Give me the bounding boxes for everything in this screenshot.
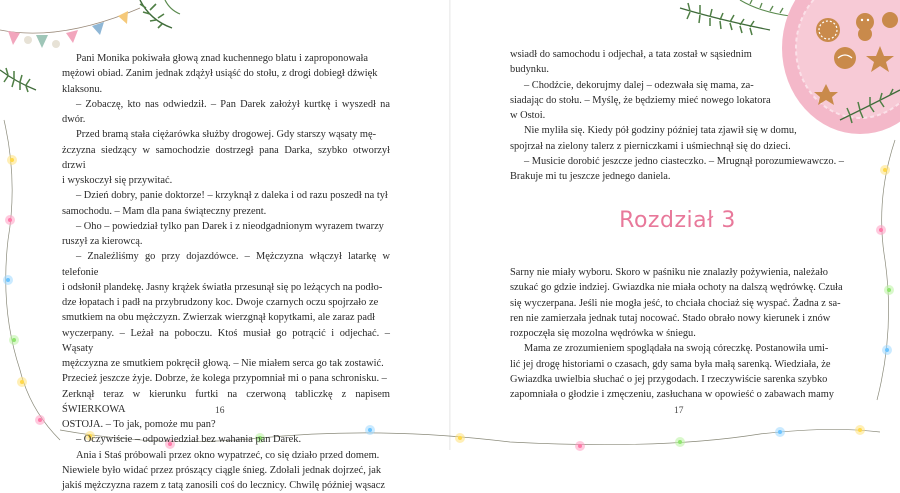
text-line: budynku. — [510, 64, 549, 76]
text-line: spojrzał na zielony talerz z pierniczkami i uśmiechnął się do dzieci. — [510, 140, 791, 152]
text-line: rozpoczęła się mozolna wędrówka w śniegu. — [510, 328, 696, 339]
text-line: mężowi obiad. Zanim jednak zdążył usiąść do stołu, z drogi dobiegł dźwięk — [62, 68, 378, 80]
text-line: ren nie zamierzała jednak tutaj nocować. Stado obrało nowy kierunek i znów — [510, 312, 831, 324]
pine-sprig-illustration — [0, 60, 40, 120]
text-line: Nie myliła się. Kiedy pół godziny później tata zjawił się w domu, — [524, 125, 797, 137]
text-line: Przecież jeszcze żyje. Dobrze, że kolega przypomniał mi o pana schronisku. – — [62, 373, 387, 385]
text-line: siadając do stołu. – Myślę, że będziemy mieć nowego lokatora — [510, 94, 771, 106]
text-line: smutkiem na obu mężczyzn. Zwierzak wierzgnął kopytkami, ale zaraz padł — [62, 312, 376, 324]
text-line: – Zobaczę, kto nas odwiedził. – Pan Darek założył kurtkę i wyszedł na dwór. — [62, 98, 390, 125]
text-line: – Dzień dobry, panie doktorze! – krzyknął z daleka i od razu poszedł na tył — [76, 190, 388, 202]
text-line: Gwiazdka uwielbia słuchać o jej przygodach. I rzeczywiście sarenka szybko — [510, 373, 828, 385]
text-line: zapomniała o głodzie i zmęczeniu, zasłuchana w opowieść o zabawach mamy — [510, 389, 834, 400]
text-line: wsiadł do samochodu i odjechał, a tata został w sąsiednim — [510, 49, 752, 60]
text-line: – Musicie dorobić jeszcze jedno ciasteczko. – Mrugnął porozumiewawczo. – — [524, 155, 844, 167]
text-line: mężczyzna ze smutkiem pokręcił głową. – Nie miałem serca go tak zostawić. — [62, 358, 384, 369]
text-line: – Chodźcie, dekorujmy dalej – odezwała się mama, za- — [524, 79, 754, 91]
text-line: Sarny nie miały wyboru. Skoro w paśniku nie znalazły pożywienia, należało — [510, 267, 828, 278]
text-line: szukać go gdzie indziej. Gwiazdka nie miała ochoty na dalszą wędrówkę. Czuła — [510, 282, 843, 294]
text-line: jakiś mężczyzna razem z tatą zanosili coś do lecznicy. Chwilę później wąsacz — [62, 480, 386, 491]
text-line: Mama ze zrozumieniem spoglądała na swoją córeczkę. Postanowiła umi- — [524, 343, 829, 355]
text-line: samochodu. – Mam dla pana świąteczny prezent. — [62, 205, 267, 217]
text-line: dze łopatach i padł na przybrudzony koc. Dwoje czarnych oczu spojrzało ze — [62, 297, 379, 308]
right-page-body-top — [510, 47, 845, 184]
page-number-left: 16 — [215, 406, 225, 416]
text-line: ruszył za kierowcą. — [62, 236, 143, 247]
left-page-body — [62, 51, 390, 493]
book-gutter — [449, 0, 451, 450]
text-line: wyczerpany. – Leżał na poboczu. Ktoś musiał go potrącić i odjechać. – Wąsaty — [62, 327, 390, 354]
text-line: Zerknął teraz w kierunku furtki na czerwoną tabliczkę z napisem ŚWIERKOWA — [62, 388, 390, 415]
text-line: Przed bramą stała ciężarówka służby drogowej. Gdy starszy wąsaty mę- — [76, 129, 377, 141]
text-line: lić jej drogę historiami o czasach, gdy sama była małą sarenką. Wiedziała, że — [510, 358, 831, 370]
text-line: – Oczywiście – odpowiedział bez wahania pan Darek. — [76, 434, 302, 446]
text-line: klaksonu. — [62, 83, 103, 95]
text-line: – Oho – powiedział tylko pan Darek i z nieodgadnionym wyrazem twarzy — [76, 220, 384, 232]
text-line: się wyczerpana. Jeśli nie mogła jeść, to chciała chociaż się wyspać. Żadna z sa- — [510, 297, 841, 309]
text-line: OSTOJA. – To jak, pomoże mu pan? — [62, 419, 216, 430]
chapter-title: Rozdział 3 — [619, 208, 736, 233]
text-line: żczyzna siedzący w samochodzie dostrzegł pana Darka, szybko otworzył drzwi — [62, 144, 390, 171]
text-line: Ania i Staś próbowali przez okno wypatrzeć, co się działo przed domem. — [76, 449, 380, 461]
text-line: i odsłonił plandekę. Jasny krążek światła przesunął się po leżących na podło- — [62, 281, 383, 293]
string-lights-right-illustration — [855, 140, 900, 410]
text-line: w Ostoi. — [510, 110, 546, 121]
text-line: Niewiele było widać przez prószący ciągle śnieg. Zdołali jednak dojrzeć, jak — [62, 464, 382, 476]
text-line: Pani Monika pokiwała głową znad kuchennego blatu i zaproponowała — [76, 53, 369, 64]
text-line: i wyskoczył się przywitać. — [62, 175, 173, 186]
text-line: Brakuje mi tu jeszcze jednego daniela. — [510, 171, 671, 182]
page-number-right: 17 — [674, 406, 684, 416]
text-line: – Znaleźliśmy go przy dojazdówce. – Mężczyzna włączył latarkę w telefonie — [62, 251, 390, 278]
right-page-body-bottom — [510, 265, 845, 402]
string-lights-left-illustration — [0, 120, 60, 450]
